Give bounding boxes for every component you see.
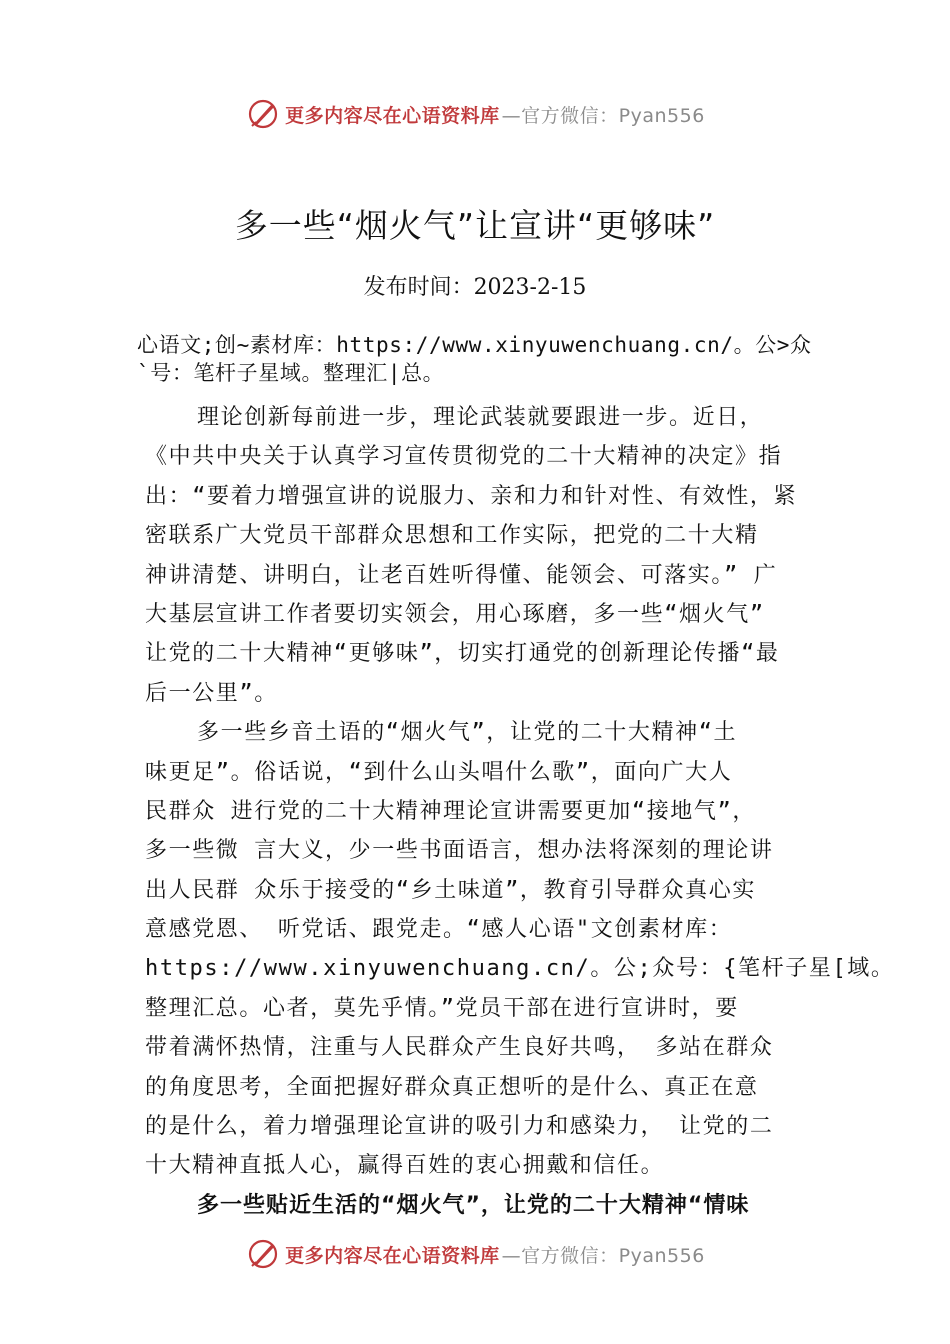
paragraph-line: 的是什么，着力增强理论宣讲的吸引力和感染力， 让党的二 [145, 1114, 774, 1140]
paragraph-line: 《中共中央关于认真学习宣传贯彻党的二十大精神的决定》指 [145, 444, 783, 470]
paragraph-line: 带着满怀热情，注重与人民群众产生良好共鸣， 多站在群众 [145, 1035, 774, 1061]
paragraph-line: 味更足”。俗话说，“到什么山头唱什么歌”，面向广大人 [145, 759, 733, 785]
paragraph-line: 多一些乡音土语的“烟火气”，让党的二十大精神“土 [197, 720, 738, 746]
paragraph-line: 出人民群 众乐于接受的“乡土味道”，教育引导群众真心实 [145, 877, 756, 903]
banner-wechat: —官方微信：Pyan556 [501, 104, 705, 127]
paragraph-line: 十大精神直抵人心，赢得百姓的衷心拥戴和信任。 [145, 1153, 665, 1179]
paragraph-line: 后一公里”。 [145, 680, 278, 706]
footer-watermark [0, 1232, 950, 1276]
source-line: 心语文;创~素材库：https://www.xinyuwenchuang.cn/。公>众 [137, 333, 812, 357]
section-heading-line: 多一些贴近生活的“烟火气”，让党的二十大精神“情味 [197, 1192, 750, 1218]
paragraph-line: 大基层宣讲工作者要切实领会，用心琢磨，多一些“烟火气” [145, 601, 765, 627]
source-line: `号：笔杆子星域。整理汇|总。 [137, 361, 445, 385]
paragraph-line: 的角度思考，全面把握好群众真正想听的是什么、真正在意 [145, 1074, 759, 1100]
banner-wechat: —官方微信：Pyan556 [501, 1244, 705, 1267]
paragraph-line: 出：“要着力增强宣讲的说服力、亲和力和针对性、有效性，紧 [145, 483, 798, 509]
paragraph-line: 让党的二十大精神“更够味”，切实打通党的创新理论传播“最 [145, 641, 780, 667]
paragraph-line: 密联系广大党员干部群众思想和工作实际，把党的二十大精 [145, 523, 759, 549]
banner-text: 更多内容尽在心语资料库 [285, 1244, 500, 1267]
publish-date: 发布时间：2023-2-15 [363, 275, 587, 300]
paragraph-line: 神讲清楚、讲明白，让老百姓听得懂、能领会、可落实。” 广 [145, 562, 778, 588]
paragraph-line: https://www.xinyuwenchuang.cn/。公;众号：{笔杆子星[域。 [145, 956, 895, 982]
header-watermark [0, 92, 950, 136]
paragraph-line: 多一些微 言大义，少一些书面语言，想办法将深刻的理论讲 [145, 838, 774, 864]
quill-logo-icon [245, 96, 281, 132]
paragraph-line: 意感党恩、 听党话、跟党走。“感人心语"文创素材库： [145, 917, 733, 943]
quill-logo-icon [245, 1236, 281, 1272]
paragraph-line: 民群众 进行党的二十大精神理论宣讲需要更加“接地气”， [145, 798, 756, 824]
paragraph-line: 整理汇总。心者，莫先乎情。”党员干部在进行宣讲时，要 [145, 995, 739, 1021]
document-title: 多一些“烟火气”让宣讲“更够味” [234, 206, 716, 245]
banner-text: 更多内容尽在心语资料库 [285, 104, 500, 127]
paragraph-line: 理论创新每前进一步，理论武装就要跟进一步。近日， [197, 405, 764, 430]
document-body [137, 333, 895, 1225]
